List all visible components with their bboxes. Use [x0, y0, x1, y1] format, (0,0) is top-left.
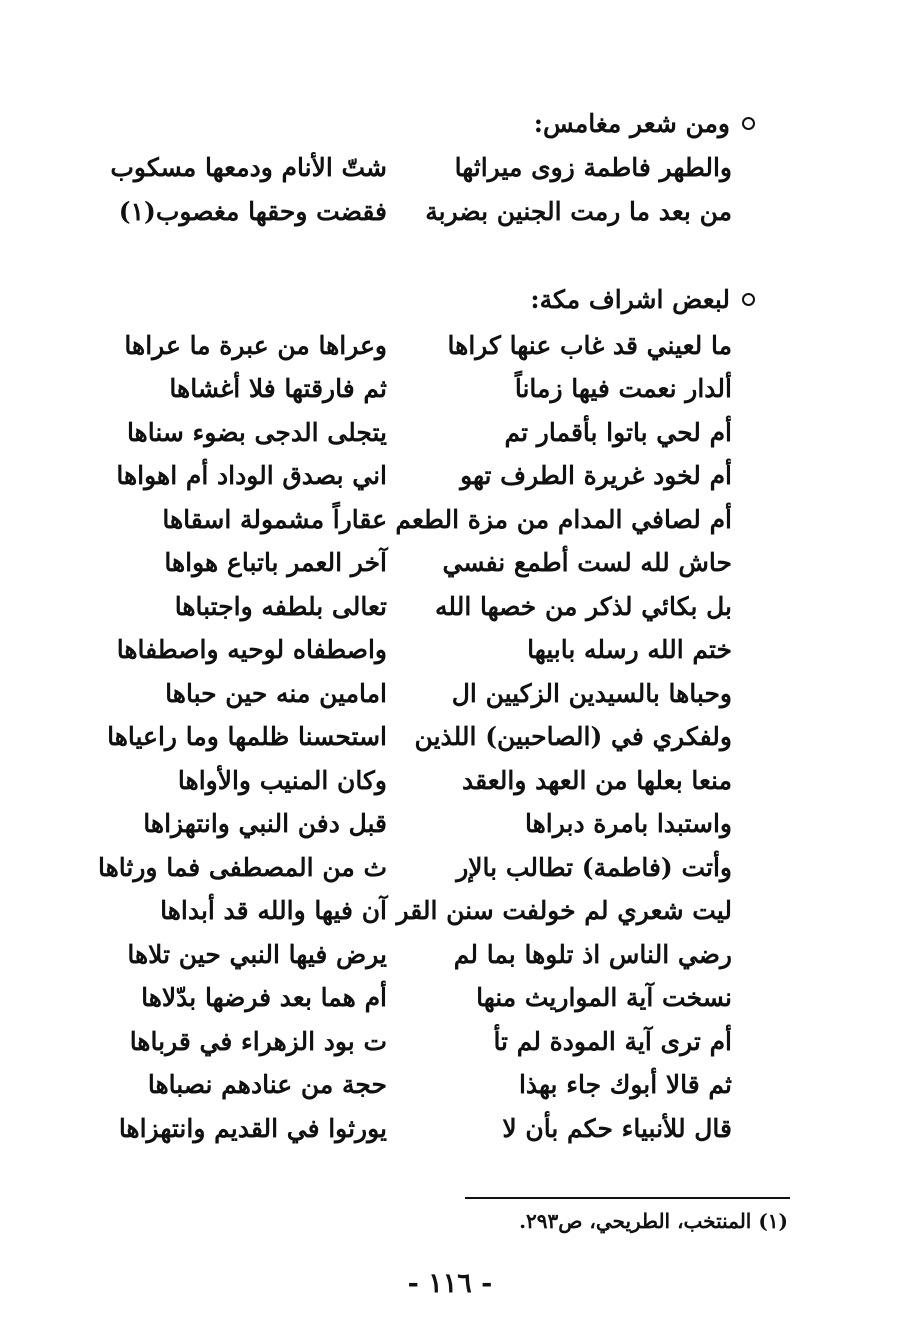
second-hemistich: آخر العمر باتباع هواها [164, 548, 387, 577]
first-hemistich: حاش لله لست أطمع نفسي [442, 548, 732, 577]
footnote: (١) المنتخب، الطريحي، ص٢٩٣. [519, 1209, 788, 1233]
verse-row [112, 932, 732, 978]
first-hemistich: أم لحي باتوا بأقمار تم [504, 418, 732, 447]
first-hemistich: والطهر فاطمة زوى ميراثها [454, 153, 732, 182]
second-hemistich: ثم فارقتها فلا أغشاها [169, 374, 387, 403]
verse-row [112, 497, 732, 543]
second-hemistich: أم هما بعد فرضها بدّلاها [141, 983, 387, 1012]
first-hemistich: أم لصافي المدام من مزة الطعم [395, 505, 732, 534]
first-hemistich: منعا بعلها من العهد والعقد [461, 766, 732, 795]
second-hemistich: امامين منه حين حباها [165, 679, 387, 708]
first-hemistich: قال للأنبياء حكم بأن لا [502, 1114, 732, 1143]
second-hemistich: اني بصدق الوداد أم اهواها [116, 461, 387, 490]
first-hemistich: أم لخود غريرة الطرف تهو [460, 461, 732, 490]
second-hemistich: فقضت وحقها مغصوب(١) [118, 197, 387, 226]
verse-row [112, 366, 732, 412]
verse-row [112, 145, 732, 191]
section-heading-text: لبعض اشراف مكة: [530, 284, 730, 314]
page-number: - ١١٦ - [407, 1268, 493, 1299]
second-hemistich: آن فيها والله قد أبداها [160, 896, 387, 925]
verse-row [112, 1106, 732, 1152]
first-hemistich: واستبدا بامرة دبراها [524, 809, 732, 838]
verse-row [112, 758, 732, 804]
verse-row [112, 975, 732, 1021]
verse-row [112, 584, 732, 630]
verse-row [112, 1062, 732, 1108]
second-hemistich: وعراها من عبرة ما عراها [124, 331, 387, 360]
verse-row [107, 714, 732, 760]
verse-row [112, 189, 732, 235]
second-hemistich: واصطفاه لوحيه واصطفاها [116, 635, 387, 664]
second-hemistich: تعالى بلطفه واجتباها [174, 592, 387, 621]
verse-row [112, 671, 732, 717]
first-hemistich: وحباها بالسيدين الزكيين ال [451, 679, 732, 708]
first-hemistich: ألدار نعمت فيها زماناً [514, 374, 732, 403]
verse-row [112, 323, 732, 369]
first-hemistich: وأتت (فاطمة) تطالب بالإر [456, 853, 732, 882]
first-hemistich: رضي الناس اذ تلوها بما لم [453, 940, 732, 969]
section-heading-text: ومن شعر مغامس: [533, 108, 730, 138]
second-hemistich: استحسنا ظلمها وما راعياها [107, 722, 387, 751]
second-hemistich: حجة من عنادهم نصباها [147, 1070, 387, 1099]
circle-bullet-icon [742, 293, 755, 306]
verse-row [112, 453, 732, 499]
second-hemistich: عقاراً مشمولة اسقاها [162, 505, 387, 534]
second-hemistich: قبل دفن النبي وانتهزاها [143, 809, 387, 838]
section-heading-makkah [530, 279, 755, 319]
first-hemistich: ولفكري في (الصاحبين) اللذين [414, 722, 732, 751]
footnote-separator [465, 1197, 790, 1199]
second-hemistich: يورثوا في القديم وانتهزاها [118, 1114, 387, 1143]
verse-row [97, 845, 732, 891]
second-hemistich: يتجلى الدجى بضوء سناها [126, 418, 387, 447]
verse-row [112, 888, 732, 934]
first-hemistich: نسخت آية المواريث منها [476, 983, 732, 1012]
first-hemistich: من بعد ما رمت الجنين بضربة [425, 197, 732, 226]
verse-row [112, 1019, 732, 1065]
verse-row [112, 410, 732, 456]
second-hemistich: شتّ الأنام ودمعها مسكوب [110, 153, 387, 182]
second-hemistich: يرض فيها النبي حين تلاها [127, 940, 387, 969]
first-hemistich: ختم الله رسله بابيها [527, 635, 732, 664]
first-hemistich: بل بكائي لذكر من خصها الله [435, 592, 732, 621]
second-hemistich: ث من المصطفى فما ورثاها [97, 853, 387, 882]
section-heading-mughamis [534, 103, 755, 143]
first-hemistich: ما لعيني قد غاب عنها كراها [447, 331, 732, 360]
second-hemistich: ت بود الزهراء في قرباها [129, 1027, 387, 1056]
verse-row [112, 801, 732, 847]
first-hemistich: أم ترى آية المودة لم تأ [493, 1027, 732, 1056]
second-hemistich: وكان المنيب والأواها [177, 766, 387, 795]
first-hemistich: ثم قالا أبوك جاء بهذا [518, 1070, 732, 1099]
circle-bullet-icon [742, 117, 755, 130]
verse-row [112, 540, 732, 586]
verse-row [112, 627, 732, 673]
first-hemistich: ليت شعري لم خولفت سنن القر [396, 896, 732, 925]
